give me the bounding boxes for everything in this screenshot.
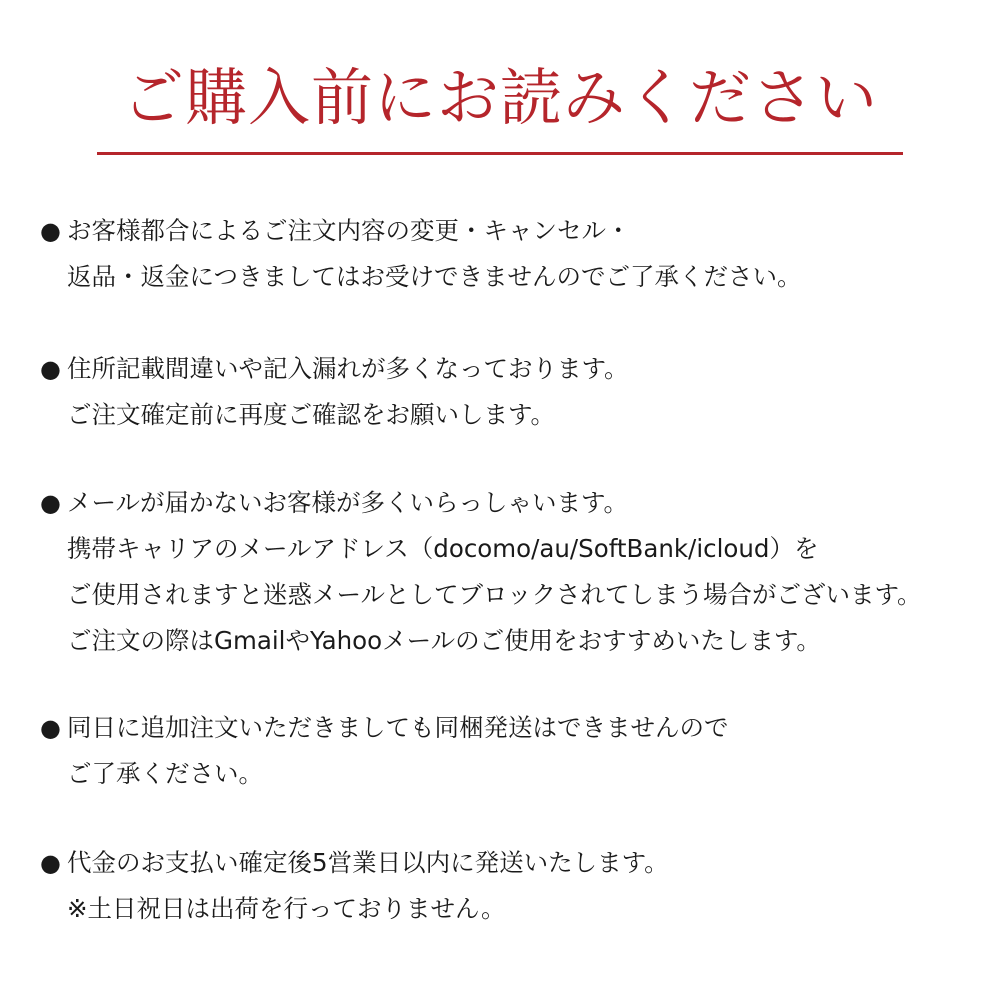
notice-text: 同日に追加注文いただきましても同梱発送はできませんので	[67, 713, 729, 742]
notice-line: ご注文の際はGmailやYahooメールのご使用をおすすめいたします。	[67, 626, 821, 655]
notice-line: ご使用されますと迷惑メールとしてブロックされてしまう場合がございます。	[67, 580, 922, 609]
notice-line: ご注文確定前に再度ご確認をお願いします。	[67, 400, 556, 429]
notice-line: 携帯キャリアのメールアドレス（docomo/au/SoftBank/icloud）を	[67, 534, 819, 563]
notice-email-delivery	[40, 480, 980, 664]
notice-line	[40, 208, 980, 254]
notice-line	[40, 480, 980, 526]
bullet-icon: ●	[40, 355, 61, 383]
notice-line: ※土日祝日は出荷を行っておりません。	[67, 894, 506, 923]
bullet-icon: ●	[40, 714, 61, 742]
notice-shipping-schedule	[40, 840, 980, 932]
notice-line	[40, 840, 980, 886]
notice-text: お客様都合によるご注文内容の変更・キャンセル・	[67, 216, 631, 245]
notice-text: 代金のお支払い確定後5営業日以内に発送いたします。	[67, 848, 669, 877]
notice-address-check	[40, 346, 980, 438]
notice-line	[40, 705, 980, 751]
bullet-icon: ●	[40, 217, 61, 245]
notice-line: ご了承ください。	[67, 759, 263, 788]
notice-line	[40, 346, 980, 392]
notice-line: 返品・返金につきましてはお受けできませんのでご了承ください。	[67, 262, 802, 291]
bullet-icon: ●	[40, 849, 61, 877]
title-underline	[97, 152, 903, 155]
page-title: ご購入前にお読みください	[121, 61, 878, 134]
notice-text: 住所記載間違いや記入漏れが多くなっております。	[67, 354, 629, 383]
notice-order-changes	[40, 208, 980, 300]
bullet-icon: ●	[40, 489, 61, 517]
notice-text: メールが届かないお客様が多くいらっしゃいます。	[67, 488, 629, 517]
notice-combined-shipping	[40, 705, 980, 797]
